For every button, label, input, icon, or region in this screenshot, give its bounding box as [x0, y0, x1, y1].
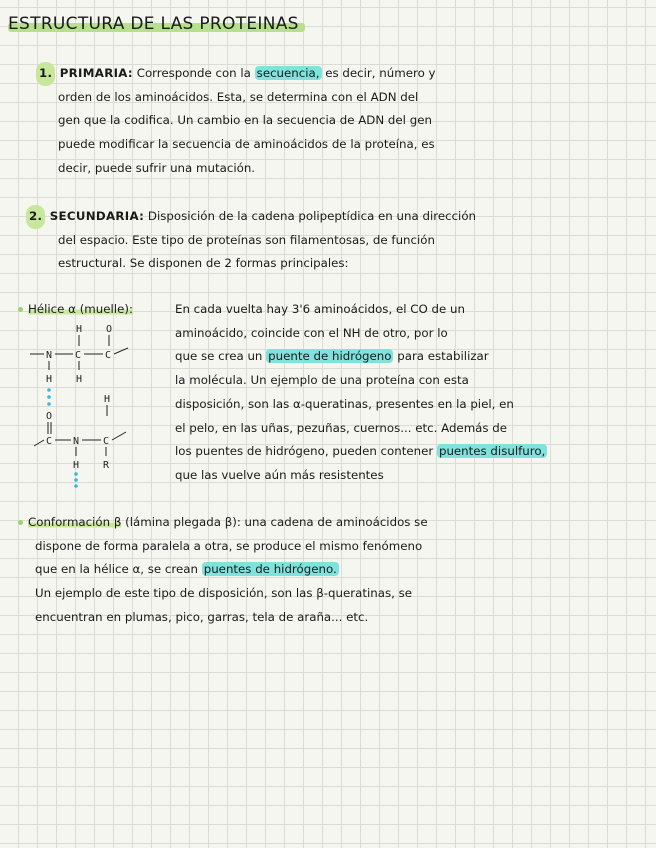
conformacion-line: Un ejemplo de este tipo de disposición, son las β-queratinas, se [35, 586, 413, 601]
primaria-line: decir, puede sufrir una mutación. [58, 160, 256, 175]
bond [34, 440, 44, 446]
atom-h: H [46, 374, 53, 385]
atom-c: C [105, 350, 112, 361]
conformacion-line: dispone de forma paralela a otra, se produce el mismo fenómeno [35, 538, 423, 553]
helice-line: que se crea un [175, 349, 263, 364]
atom-h: H [76, 324, 83, 335]
highlight-puente-hidrogeno: puente de hidrógeno [268, 349, 392, 364]
title-text: ESTRUCTURA DE LAS PROTEINAS [8, 14, 299, 34]
highlight-secuencia: secuencia, [256, 66, 320, 80]
helice-heading-text: Hélice α (muelle): [28, 302, 133, 316]
primaria-line: puede modificar la secuencia de aminoácidos de la proteína, es [58, 137, 435, 152]
secundaria-heading [26, 209, 144, 223]
hbond-dot [74, 478, 78, 482]
peptide-bond-diagram [28, 318, 148, 490]
page-title [8, 14, 299, 34]
helice-line: En cada vuelta hay 3'6 aminoácidos, el CO de un [175, 302, 465, 316]
atom-o: O [106, 324, 113, 335]
secundaria-line: Disposición de la cadena polipeptídica en una dirección [147, 209, 477, 223]
hbond-dot [47, 402, 51, 406]
atom-h: H [76, 374, 83, 385]
atom-h: H [73, 460, 80, 471]
helice-line: que las vuelve aún más resistentes [175, 467, 384, 482]
bullet-dot [18, 520, 23, 525]
hbond-dot [74, 472, 78, 476]
conformacion-heading: Conformación β [28, 515, 122, 529]
conformacion-line: encuentran en plumas, pico, garras, tela de araña... etc. [35, 609, 369, 624]
primaria-heading-text: PRIMARIA: [59, 66, 133, 80]
helice-line: el pelo, en las uñas, pezuñas, cuernos... etc. Además de [175, 420, 508, 435]
bond [114, 348, 128, 354]
atom-r: R [103, 460, 110, 471]
primaria-heading [36, 66, 133, 80]
primaria-line: es decir, número y [325, 66, 436, 80]
helice-line: los puentes de hidrógeno, pueden contener [175, 444, 434, 459]
primaria-number: 1. [36, 62, 55, 86]
hbond-dot [74, 484, 78, 488]
bullet-dot [18, 307, 23, 312]
hbond-dot [47, 395, 51, 399]
atom-n: N [46, 350, 53, 361]
atom-c: C [103, 436, 110, 447]
helice-line: aminoácido, coincide con el NH de otro, por lo [175, 325, 448, 340]
section-conformacion [18, 511, 428, 630]
bond [112, 432, 126, 440]
secundaria-line: estructural. Se disponen de 2 formas principales: [58, 256, 349, 271]
atom-o: O [46, 411, 53, 422]
conformacion-line: que en la hélice α, se crean [35, 562, 198, 577]
atom-c: C [46, 436, 53, 447]
atom-n: N [73, 436, 80, 447]
secundaria-number: 2. [26, 205, 45, 229]
section-secundaria [26, 205, 476, 276]
atom-c: C [75, 350, 82, 361]
highlight-puentes-hidrogeno: puentes de hidrógeno. [203, 562, 337, 577]
helice-body [175, 298, 547, 488]
helice-line: para estabilizar [397, 349, 489, 364]
hbond-dot [47, 388, 51, 392]
primaria-line: Corresponde con la [136, 66, 251, 80]
secundaria-heading-text: SECUNDARIA: [49, 209, 145, 223]
helice-line: la molécula. Un ejemplo de una proteína con esta [175, 373, 469, 388]
primaria-line: orden de los aminoácidos. Esta, se determina con el ADN del [58, 89, 419, 104]
conformacion-line: (lámina plegada β): una cadena de aminoácidos se [125, 515, 428, 529]
section-primaria [36, 62, 436, 181]
atom-h: H [104, 394, 111, 405]
primaria-line: gen que la codifica. Un cambio en la secuencia de ADN del gen [58, 113, 432, 128]
helice-line: disposición, son las α-queratinas, presentes en la piel, en [175, 396, 514, 411]
highlight-puentes-disulfuro: puentes disulfuro, [438, 444, 546, 459]
secundaria-line: del espacio. Este tipo de proteínas son filamentosas, de función [58, 232, 435, 247]
